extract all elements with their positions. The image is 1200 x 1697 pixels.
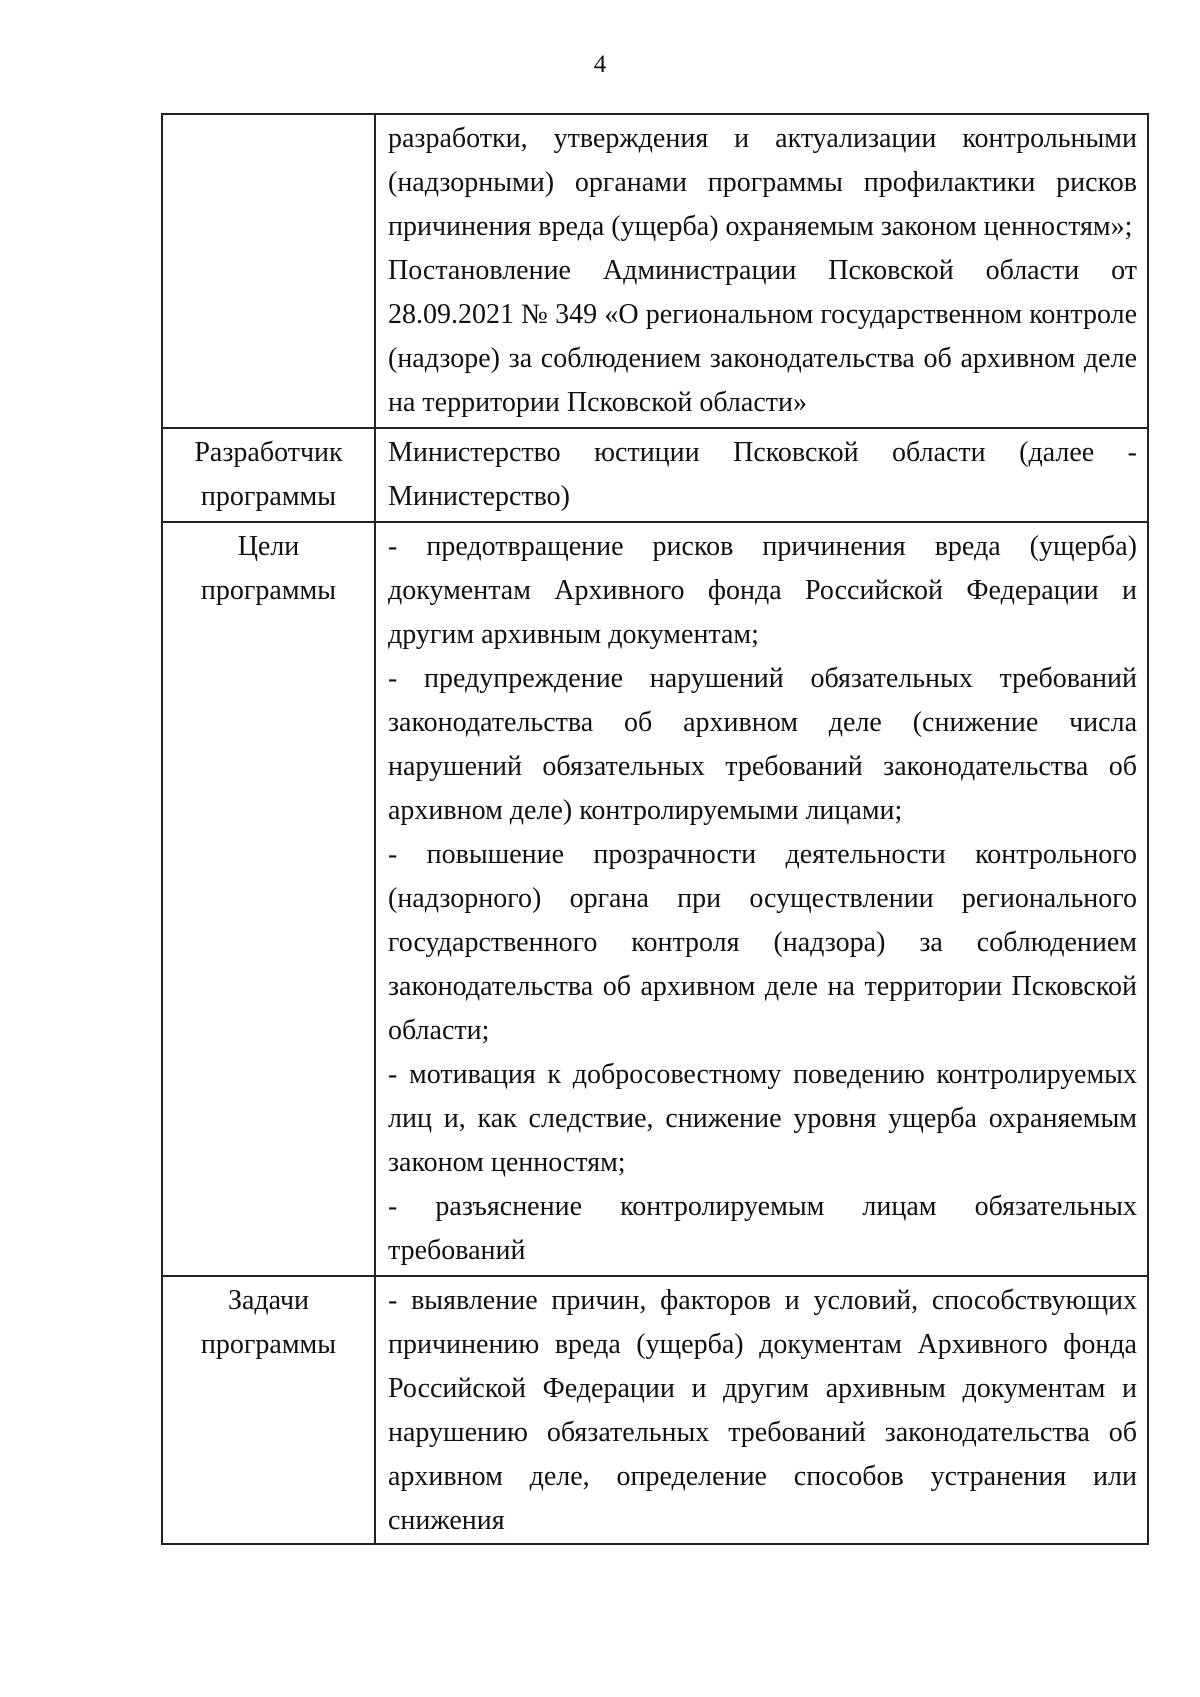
row-content-cell — [375, 428, 1148, 522]
row-label-cell — [162, 114, 375, 428]
table-row-tasks — [162, 1276, 1148, 1544]
row-label-cell — [162, 428, 375, 522]
page-number: 4 — [593, 51, 607, 78]
task-paragraph: - выявление причин, факторов и условий, способствующих причинению вреда (ущерба) документам Архивного фонда Российской Федерации и другим архивным документам и нарушению обязательных требований законодательства об архивном деле, определение способов устранения или снижения — [388, 1285, 1137, 1536]
goal-paragraph: - мотивация к добросовестному поведению контролируемых лиц и, как следствие, снижение уровня ущерба охраняемым законом ценностям; — [388, 1059, 1137, 1178]
row-label-line: Задачи — [227, 1285, 310, 1316]
goal-paragraph: - предотвращение рисков причинения вреда (ущерба) документам Архивного фонда Российской Федерации и другим архивным документам; — [388, 531, 1137, 650]
row-label-line: Цели — [237, 531, 300, 562]
table-row-legal-basis-continued — [162, 114, 1148, 428]
program-passport-table — [161, 113, 1149, 1545]
row-content-cell — [375, 1276, 1148, 1544]
row-label-line: программы — [200, 575, 337, 606]
legal-basis-paragraph: Постановление Администрации Псковской области от 28.09.2021 № 349 «О региональном государственном контроле (надзоре) за соблюдением законодательства об архивном деле на территории Псковской области» — [388, 255, 1137, 418]
table-row-goals — [162, 522, 1148, 1276]
goal-paragraph: - предупреждение нарушений обязательных требований законодательства об архивном деле (снижение числа нарушений обязательных требований законодательства об архивном деле) контролируемыми лицами; — [388, 663, 1137, 826]
table-row-developer — [162, 428, 1148, 522]
goal-paragraph: - разъяснение контролируемым лицам обязательных требований — [388, 1191, 1137, 1266]
row-label-cell — [162, 522, 375, 1276]
row-content-cell — [375, 114, 1148, 428]
legal-basis-paragraph: разработки, утверждения и актуализации контрольными (надзорными) органами программы профилактики рисков причинения вреда (ущерба) охраняемым законом ценностям»; — [388, 123, 1137, 242]
row-label-line: программы — [200, 1329, 337, 1360]
goal-paragraph: - повышение прозрачности деятельности контрольного (надзорного) органа при осуществлении регионального государственного контроля (надзора) за соблюдением законодательства об архивном деле на территории Псковской области; — [388, 839, 1137, 1046]
row-label-line: Разработчик — [194, 437, 343, 468]
row-content-cell — [375, 522, 1148, 1276]
row-label-line: программы — [200, 481, 337, 512]
row-label-cell — [162, 1276, 375, 1544]
developer-paragraph: Министерство юстиции Псковской области (далее - Министерство) — [388, 437, 1137, 512]
